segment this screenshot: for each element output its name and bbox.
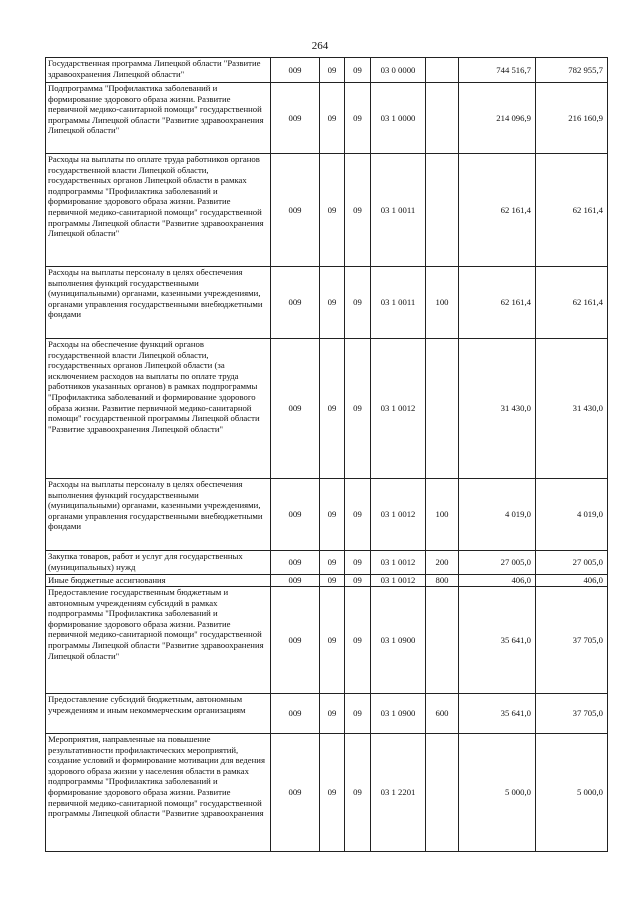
expense-type-cell: 100 xyxy=(426,479,459,551)
target-article-cell: 03 0 0000 xyxy=(371,58,426,83)
table-row xyxy=(46,694,608,734)
budget-table xyxy=(45,57,608,852)
section-code-cell: 09 xyxy=(320,339,345,479)
expense-type-cell xyxy=(426,83,459,154)
expense-type-cell xyxy=(426,154,459,267)
expense-type-cell xyxy=(426,734,459,852)
expense-type-cell: 200 xyxy=(426,551,459,575)
expense-name-cell: Подпрограмма "Профилактика заболеваний и формирование здорового образа жизни. Развитие первичной медико-санитарной помощи" государственной программы Липецкой области "Развитие здравоохранения Липецкой области" xyxy=(46,83,271,154)
amount-year1-cell: 744 516,7 xyxy=(459,58,536,83)
amount-year2-cell: 216 160,9 xyxy=(536,83,608,154)
expense-name-cell: Государственная программа Липецкой области "Развитие здравоохранения Липецкой области" xyxy=(46,58,271,83)
expense-name-cell: Расходы на выплаты по оплате труда работников органов государственной власти Липецкой области, государственных органов Липецкой области в рамках подпрограммы "Профилактика заболеваний и формирование здорового образа жизни. Развитие первичной медико-санитарной помощи" государственной программы Липецкой области "Развитие здравоохранения Липецкой области" xyxy=(46,154,271,267)
target-article-cell: 03 1 2201 xyxy=(371,734,426,852)
table-row xyxy=(46,587,608,694)
amount-year2-cell: 37 705,0 xyxy=(536,694,608,734)
amount-year2-cell: 5 000,0 xyxy=(536,734,608,852)
expense-name-cell: Мероприятия, направленные на повышение результативности профилактических мероприятий, создание условий и формирование мотивации для ведения здорового образа жизни у населения области в рамках подпрограммы "Профилактика заболеваний и формирование здорового образа жизни. Развитие первичной медико-санитарной помощи" государственной программы Липецкой области "Развитие здравоохранения xyxy=(46,734,271,852)
section-code-cell: 09 xyxy=(320,575,345,587)
admin-code-cell: 009 xyxy=(271,587,320,694)
amount-year2-cell: 31 430,0 xyxy=(536,339,608,479)
table-row xyxy=(46,267,608,339)
expense-name-cell: Предоставление государственным бюджетным и автономным учреждениям субсидий в рамках подпрограммы "Профилактика заболеваний и формирование здорового образа жизни. Развитие первичной медико-санитарной помощи" государственной программы Липецкой области "Развитие здравоохранения Липецкой области" xyxy=(46,587,271,694)
target-article-cell: 03 1 0012 xyxy=(371,479,426,551)
amount-year1-cell: 35 641,0 xyxy=(459,694,536,734)
admin-code-cell: 009 xyxy=(271,267,320,339)
expense-name-cell: Расходы на выплаты персоналу в целях обеспечения выполнения функций государственными (муниципальными) органами, казенными учреждениями, органами управления государственными внебюджетными фондами xyxy=(46,267,271,339)
admin-code-cell: 009 xyxy=(271,154,320,267)
section-code-cell: 09 xyxy=(320,58,345,83)
admin-code-cell: 009 xyxy=(271,479,320,551)
admin-code-cell: 009 xyxy=(271,551,320,575)
amount-year2-cell: 782 955,7 xyxy=(536,58,608,83)
subsection-code-cell: 09 xyxy=(345,551,371,575)
amount-year2-cell: 62 161,4 xyxy=(536,154,608,267)
expense-name-cell: Предоставление субсидий бюджетным, автономным учреждениям и иным некоммерческим организациям xyxy=(46,694,271,734)
expense-type-cell xyxy=(426,587,459,694)
amount-year1-cell: 62 161,4 xyxy=(459,267,536,339)
target-article-cell: 03 1 0012 xyxy=(371,551,426,575)
table-row xyxy=(46,58,608,83)
target-article-cell: 03 1 0011 xyxy=(371,267,426,339)
amount-year1-cell: 4 019,0 xyxy=(459,479,536,551)
subsection-code-cell: 09 xyxy=(345,83,371,154)
section-code-cell: 09 xyxy=(320,479,345,551)
target-article-cell: 03 1 0900 xyxy=(371,587,426,694)
amount-year2-cell: 62 161,4 xyxy=(536,267,608,339)
target-article-cell: 03 1 0900 xyxy=(371,694,426,734)
section-code-cell: 09 xyxy=(320,587,345,694)
table-row xyxy=(46,551,608,575)
subsection-code-cell: 09 xyxy=(345,694,371,734)
admin-code-cell: 009 xyxy=(271,339,320,479)
amount-year1-cell: 406,0 xyxy=(459,575,536,587)
admin-code-cell: 009 xyxy=(271,575,320,587)
expense-type-cell xyxy=(426,339,459,479)
expense-name-cell: Расходы на выплаты персоналу в целях обеспечения выполнения функций государственными (муниципальными) органами, казенными учреждениями, органами управления государственными внебюджетными фондами xyxy=(46,479,271,551)
subsection-code-cell: 09 xyxy=(345,575,371,587)
table-row xyxy=(46,734,608,852)
amount-year1-cell: 31 430,0 xyxy=(459,339,536,479)
subsection-code-cell: 09 xyxy=(345,734,371,852)
amount-year1-cell: 214 096,9 xyxy=(459,83,536,154)
budget-table-body xyxy=(46,58,608,852)
section-code-cell: 09 xyxy=(320,83,345,154)
table-row xyxy=(46,154,608,267)
expense-type-cell: 800 xyxy=(426,575,459,587)
page-number: 264 xyxy=(311,40,329,52)
expense-name-cell: Иные бюджетные ассигнования xyxy=(46,575,271,587)
target-article-cell: 03 1 0012 xyxy=(371,339,426,479)
subsection-code-cell: 09 xyxy=(345,267,371,339)
admin-code-cell: 009 xyxy=(271,58,320,83)
subsection-code-cell: 09 xyxy=(345,339,371,479)
expense-name-cell: Расходы на обеспечение функций органов государственной власти Липецкой области, государственных органов Липецкой области (за исключением расходов на выплаты по оплате труда работников указанных органов) в рамках подпрограммы "Профилактика заболеваний и формирование здорового образа жизни. Развитие первичной медико-санитарной помощи" государственной программы Липецкой области "Развитие здравоохранения Липецкой области" xyxy=(46,339,271,479)
admin-code-cell: 009 xyxy=(271,734,320,852)
subsection-code-cell: 09 xyxy=(345,587,371,694)
amount-year1-cell: 27 005,0 xyxy=(459,551,536,575)
expense-type-cell: 600 xyxy=(426,694,459,734)
table-row xyxy=(46,479,608,551)
amount-year2-cell: 406,0 xyxy=(536,575,608,587)
expense-name-cell: Закупка товаров, работ и услуг для государственных (муниципальных) нужд xyxy=(46,551,271,575)
expense-type-cell: 100 xyxy=(426,267,459,339)
table-row xyxy=(46,83,608,154)
target-article-cell: 03 1 0000 xyxy=(371,83,426,154)
section-code-cell: 09 xyxy=(320,694,345,734)
amount-year2-cell: 4 019,0 xyxy=(536,479,608,551)
admin-code-cell: 009 xyxy=(271,83,320,154)
amount-year1-cell: 62 161,4 xyxy=(459,154,536,267)
expense-type-cell xyxy=(426,58,459,83)
subsection-code-cell: 09 xyxy=(345,58,371,83)
amount-year2-cell: 37 705,0 xyxy=(536,587,608,694)
subsection-code-cell: 09 xyxy=(345,479,371,551)
section-code-cell: 09 xyxy=(320,154,345,267)
table-row xyxy=(46,339,608,479)
section-code-cell: 09 xyxy=(320,267,345,339)
amount-year1-cell: 5 000,0 xyxy=(459,734,536,852)
table-row xyxy=(46,575,608,587)
target-article-cell: 03 1 0012 xyxy=(371,575,426,587)
section-code-cell: 09 xyxy=(320,734,345,852)
admin-code-cell: 009 xyxy=(271,694,320,734)
section-code-cell: 09 xyxy=(320,551,345,575)
target-article-cell: 03 1 0011 xyxy=(371,154,426,267)
amount-year1-cell: 35 641,0 xyxy=(459,587,536,694)
subsection-code-cell: 09 xyxy=(345,154,371,267)
amount-year2-cell: 27 005,0 xyxy=(536,551,608,575)
